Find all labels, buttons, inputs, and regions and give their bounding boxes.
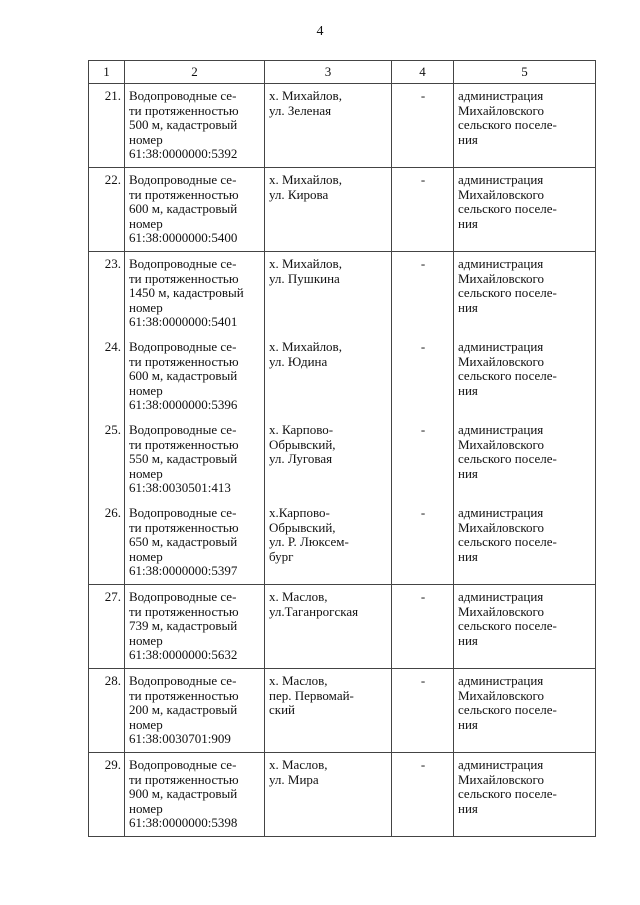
object-line: ти протяженностью — [129, 771, 239, 787]
owner-line: администрация — [458, 88, 544, 103]
object-address — [265, 84, 392, 168]
page-number: 4 — [316, 24, 324, 39]
object-line: номер — [129, 215, 163, 231]
owner-line: администрация — [458, 673, 544, 688]
row-number: 29. — [89, 753, 125, 837]
object-line: номер — [129, 800, 163, 816]
object-description — [125, 585, 265, 669]
owner-line: ния — [458, 548, 478, 564]
object-line: номер — [129, 131, 163, 147]
owner-line: сельского поселе- — [458, 117, 557, 133]
owner-line: администрация — [458, 757, 544, 772]
object-line: 61:38:0000000:5400 — [129, 230, 238, 246]
address-line: х. Карпово- — [269, 422, 334, 437]
object-line: 61:38:0000000:5396 — [129, 397, 238, 413]
owner-line: сельского поселе- — [458, 201, 557, 217]
owner-name — [454, 418, 596, 501]
object-line: 739 м, кадастровый — [129, 618, 238, 634]
owner-name — [454, 84, 596, 168]
object-line: Водопроводные се- — [129, 172, 237, 187]
table-row — [89, 335, 596, 418]
address-line: ул.Таганрогская — [269, 603, 359, 619]
object-line: Водопроводные се- — [129, 505, 237, 520]
address-line: х. Михайлов, — [269, 339, 342, 354]
owner-line: сельского поселе- — [458, 451, 557, 467]
owner-name — [454, 168, 596, 252]
owner-line: ния — [458, 299, 478, 315]
object-line: 650 м, кадастровый — [129, 534, 238, 550]
header-cell-3: 3 — [265, 61, 392, 84]
object-line: номер — [129, 382, 163, 398]
header-row — [89, 61, 596, 84]
header-cell-2: 2 — [125, 61, 265, 84]
owner-name — [454, 501, 596, 585]
row-number: 28. — [89, 669, 125, 753]
owner-line: ния — [458, 632, 478, 648]
table-row — [89, 418, 596, 501]
object-address — [265, 585, 392, 669]
object-line: номер — [129, 465, 163, 481]
object-description — [125, 168, 265, 252]
object-line: 61:38:0000000:5397 — [129, 563, 238, 579]
address-line: ул. Юдина — [269, 353, 328, 369]
address-line: ул. Пушкина — [269, 270, 340, 286]
object-line: 61:38:0030701:909 — [129, 731, 231, 747]
table-row — [89, 669, 596, 753]
address-line: Обрывский, — [269, 519, 336, 535]
object-line: Водопроводные се- — [129, 589, 237, 604]
table-row — [89, 501, 596, 585]
object-line: номер — [129, 632, 163, 648]
object-address — [265, 753, 392, 837]
owner-line: администрация — [458, 172, 544, 187]
address-line: бург — [269, 548, 294, 564]
row-number: 22. — [89, 168, 125, 252]
column-4-value: - — [392, 168, 454, 252]
object-line: 61:38:0000000:5401 — [129, 314, 238, 330]
object-line: Водопроводные се- — [129, 422, 237, 437]
object-line: 550 м, кадастровый — [129, 451, 238, 467]
registry-table — [88, 60, 596, 837]
object-address — [265, 669, 392, 753]
object-line: номер — [129, 716, 163, 732]
object-address — [265, 252, 392, 336]
object-description — [125, 669, 265, 753]
object-description — [125, 84, 265, 168]
object-line: номер — [129, 299, 163, 315]
object-address — [265, 168, 392, 252]
address-line: х. Михайлов, — [269, 256, 342, 271]
object-line: Водопроводные се- — [129, 673, 237, 688]
object-line: ти протяженностью — [129, 436, 239, 452]
object-line: номер — [129, 548, 163, 564]
address-line: ул. Р. Люксем- — [269, 534, 349, 550]
table-row — [89, 168, 596, 252]
object-line: 1450 м, кадастровый — [129, 285, 244, 301]
address-line: х. Михайлов, — [269, 88, 342, 103]
row-number: 27. — [89, 585, 125, 669]
owner-line: ния — [458, 215, 478, 231]
owner-line: Михайловского — [458, 603, 545, 619]
column-4-value: - — [392, 418, 454, 501]
object-line: Водопроводные се- — [129, 88, 237, 103]
row-number: 23. — [89, 252, 125, 336]
column-4-value: - — [392, 252, 454, 336]
column-4-value: - — [392, 669, 454, 753]
object-line: 200 м, кадастровый — [129, 702, 238, 718]
table-row — [89, 252, 596, 336]
column-4-value: - — [392, 501, 454, 585]
address-line: ул. Луговая — [269, 451, 333, 467]
owner-line: администрация — [458, 422, 544, 437]
address-line: х. Маслов, — [269, 673, 328, 688]
object-line: Водопроводные се- — [129, 256, 237, 271]
object-line: ти протяженностью — [129, 603, 239, 619]
object-line: 61:38:0000000:5392 — [129, 146, 238, 162]
object-line: ти протяженностью — [129, 186, 239, 202]
row-number: 25. — [89, 418, 125, 501]
address-line: х. Маслов, — [269, 757, 328, 772]
address-line: пер. Первомай- — [269, 687, 354, 703]
object-line: 61:38:0000000:5398 — [129, 815, 238, 831]
owner-line: сельского поселе- — [458, 285, 557, 301]
owner-line: Михайловского — [458, 519, 545, 535]
column-4-value: - — [392, 335, 454, 418]
address-line: х.Карпово- — [269, 505, 330, 520]
column-4-value: - — [392, 585, 454, 669]
object-line: 600 м, кадастровый — [129, 368, 238, 384]
column-4-value: - — [392, 753, 454, 837]
header-cell-1: 1 — [89, 61, 125, 84]
object-description — [125, 252, 265, 336]
object-line: 61:38:0030501:413 — [129, 480, 231, 496]
object-line: 900 м, кадастровый — [129, 786, 238, 802]
address-line: Обрывский, — [269, 436, 336, 452]
object-description — [125, 335, 265, 418]
owner-line: Михайловского — [458, 186, 545, 202]
object-description — [125, 418, 265, 501]
owner-line: Михайловского — [458, 771, 545, 787]
owner-line: Михайловского — [458, 102, 545, 118]
owner-line: Михайловского — [458, 687, 545, 703]
owner-line: сельского поселе- — [458, 786, 557, 802]
object-line: ти протяженностью — [129, 102, 239, 118]
header-cell-4: 4 — [392, 61, 454, 84]
object-description — [125, 501, 265, 585]
owner-line: администрация — [458, 339, 544, 354]
owner-line: ния — [458, 800, 478, 816]
object-line: ти протяженностью — [129, 687, 239, 703]
owner-line: ния — [458, 382, 478, 398]
object-address — [265, 501, 392, 585]
owner-line: Михайловского — [458, 436, 545, 452]
object-line: 61:38:0000000:5632 — [129, 647, 238, 663]
owner-line: администрация — [458, 256, 544, 271]
header-cell-5: 5 — [454, 61, 596, 84]
owner-line: сельского поселе- — [458, 618, 557, 634]
owner-name — [454, 669, 596, 753]
object-address — [265, 418, 392, 501]
column-4-value: - — [392, 84, 454, 168]
owner-line: ния — [458, 716, 478, 732]
owner-line: Михайловского — [458, 270, 545, 286]
row-number: 21. — [89, 84, 125, 168]
owner-line: ния — [458, 131, 478, 147]
object-address — [265, 335, 392, 418]
address-line: ул. Зеленая — [269, 102, 332, 118]
address-line: ул. Кирова — [269, 186, 329, 202]
object-line: ти протяженностью — [129, 519, 239, 535]
object-line: 500 м, кадастровый — [129, 117, 238, 133]
table-row — [89, 585, 596, 669]
row-number: 26. — [89, 501, 125, 585]
owner-line: администрация — [458, 505, 544, 520]
owner-line: сельского поселе- — [458, 368, 557, 384]
row-number: 24. — [89, 335, 125, 418]
address-line: х. Михайлов, — [269, 172, 342, 187]
table-row — [89, 753, 596, 837]
owner-line: сельского поселе- — [458, 702, 557, 718]
object-line: ти протяженностью — [129, 353, 239, 369]
owner-line: ния — [458, 465, 478, 481]
object-line: 600 м, кадастровый — [129, 201, 238, 217]
owner-name — [454, 585, 596, 669]
object-line: ти протяженностью — [129, 270, 239, 286]
object-line: Водопроводные се- — [129, 339, 237, 354]
address-line: х. Маслов, — [269, 589, 328, 604]
owner-line: Михайловского — [458, 353, 545, 369]
table-row — [89, 84, 596, 168]
owner-name — [454, 753, 596, 837]
owner-name — [454, 252, 596, 336]
owner-line: администрация — [458, 589, 544, 604]
object-description — [125, 753, 265, 837]
address-line: ул. Мира — [269, 771, 319, 787]
address-line: ский — [269, 702, 295, 718]
owner-line: сельского поселе- — [458, 534, 557, 550]
object-line: Водопроводные се- — [129, 757, 237, 772]
owner-name — [454, 335, 596, 418]
